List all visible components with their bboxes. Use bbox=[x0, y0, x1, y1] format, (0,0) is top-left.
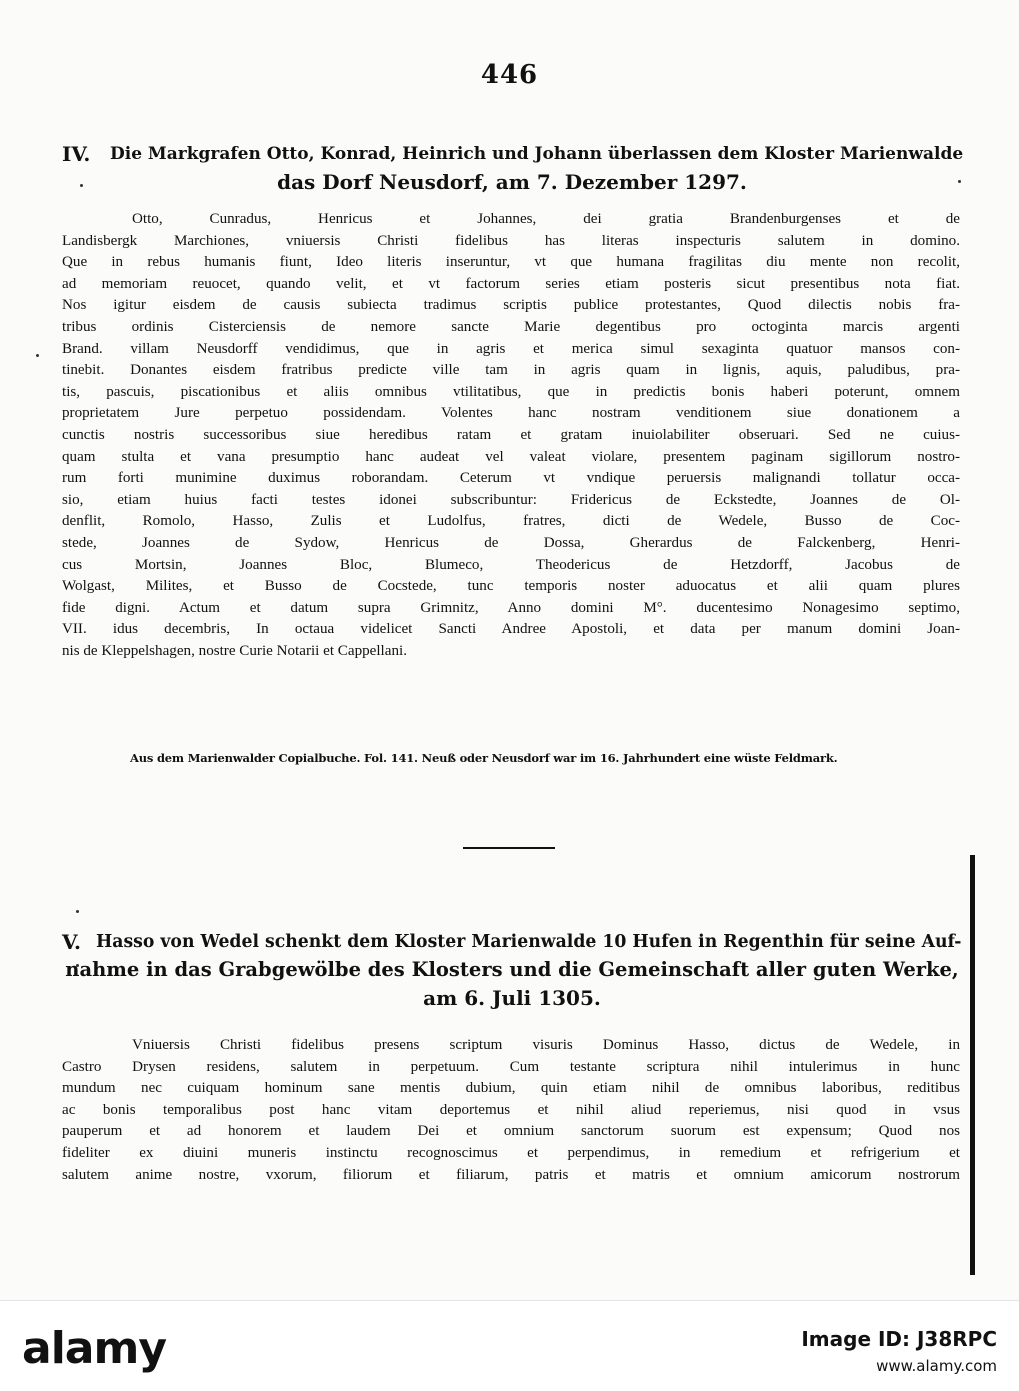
section-iv-line: nis de Kleppelshagen, nostre Curie Notarii et Cappellani. bbox=[62, 642, 407, 659]
section-iv-line: Otto, Cunradus, Henricus et Johannes, dei gratia Brandenburgenses et de bbox=[132, 211, 960, 227]
section-iv-heading bbox=[62, 140, 962, 196]
section-iv-line: Que in rebus humanis fiunt, Ideo literis inseruntur, vt que humana fragilitas diu mente non recolit, bbox=[62, 254, 960, 271]
section-v-title-line-3: am 6. Juli 1305. bbox=[423, 986, 601, 1010]
image-id: Image ID: J38RPC bbox=[801, 1327, 997, 1351]
margin-bar bbox=[970, 855, 975, 1275]
section-v-line: Castro Drysen residens, salutem in perpetuum. Cum testante scriptura nihil intulerimus in hunc bbox=[62, 1058, 960, 1075]
section-iv-line: stede, Joannes de Sydow, Henricus de Dossa, Gherardus de Falckenberg, Henri- bbox=[62, 534, 960, 551]
section-iv-line: Brand. villam Neusdorff vendidimus, que in agris et merica simul sexaginta quatuor mansos con- bbox=[62, 340, 960, 357]
section-iv-line: cunctis nostris successoribus siue heredibus ratam et gratam inuiolabiliter obseruari. Sed ne cuius- bbox=[62, 426, 960, 443]
section-iv-line: VII. idus decembris, In octaua videlicet Sancti Andree Apostoli, et data per manum domini Joan- bbox=[62, 621, 960, 638]
section-v-line: salutem anime nostre, vxorum, filiorum et filiarum, patris et matris et omnium amicorum nostrorum bbox=[62, 1166, 960, 1183]
section-v-heading bbox=[62, 928, 962, 1012]
section-divider bbox=[463, 847, 555, 849]
section-iv-body bbox=[62, 209, 960, 662]
section-iv-title-line-2: das Dorf Neusdorf, am 7. Dezember 1297. bbox=[277, 170, 747, 194]
section-iv-line: tinebit. Donantes eisdem fratribus predicte ville tam in agris quam in lignis, aquis, paludibus, pra- bbox=[62, 362, 960, 379]
section-iv-line: rum forti munimine duximus roborandam. Ceterum vt vndique peruersis malignandi tollatur occa- bbox=[62, 470, 960, 487]
watermark-info bbox=[801, 1327, 997, 1375]
print-speck bbox=[958, 180, 961, 183]
section-iv-line: Landisbergk Marchiones, vniuersis Christi fidelibus has literas inspecturis salutem in domino. bbox=[62, 232, 960, 249]
alamy-logo: alamy bbox=[22, 1323, 166, 1374]
section-v-title-line-2: nahme in das Grabgewölbe des Klosters und die Gemeinschaft aller guten Werke, bbox=[65, 958, 959, 981]
section-iv-line: tribus ordinis Cisterciensis de nemore sancte Marie degentibus pro octoginta marcis argenti bbox=[62, 318, 960, 335]
section-iv-title-line-1: Die Markgrafen Otto, Konrad, Heinrich und Johann überlassen dem Kloster Marienwalde bbox=[110, 144, 964, 164]
print-speck bbox=[80, 184, 83, 187]
section-iv-line: tis, pascuis, piscationibus et aliis omnibus vtilitatibus, que in predictis bonis haberi poterunt, omnem bbox=[62, 383, 960, 400]
section-iv-line: ad memoriam reuocet, quando velit, et vt factorum series etiam posteris sicut presentibus nota fiat. bbox=[62, 275, 960, 292]
source-note: Aus dem Marienwalder Copialbuche. Fol. 141. Neuß oder Neusdorf war im 16. Jahrhundert eine wüste Feldmark. bbox=[130, 751, 838, 765]
section-v-line: ac bonis temporalibus post hanc vitam deportemus et nihil aliud reperiemus, nisi quod in vsus bbox=[62, 1101, 960, 1118]
section-iv-line: quam stulta et vana presumptio hanc audeat vel valeat violare, presentem paginam sigillorum nostro- bbox=[62, 448, 960, 465]
section-iv-line: cus Mortsin, Joannes Bloc, Blumeco, Theodericus de Hetzdorff, Jacobus de bbox=[62, 556, 960, 573]
section-iv-line: proprietatem Jure perpetuo possidendam. Volentes hanc nostram venditionem siue donationem a bbox=[62, 405, 960, 422]
print-speck bbox=[76, 910, 79, 913]
section-v-title-line-1: Hasso von Wedel schenkt dem Kloster Marienwalde 10 Hufen in Regenthin für seine Auf- bbox=[96, 932, 962, 952]
section-v-line: fideliter ex diuini muneris instinctu recognoscimus et perpendimus, in remedium et refrigerium et bbox=[62, 1144, 960, 1161]
section-iv-line: denflit, Romolo, Hasso, Zulis et Ludolfus, fratres, dicti de Wedele, Busso de Coc- bbox=[62, 513, 960, 530]
section-v-body bbox=[62, 1035, 960, 1186]
section-iv-line: Wolgast, Milites, et Busso de Cocstede, tunc temporis noster aduocatus et alii quam plures bbox=[62, 578, 960, 595]
section-iv-numeral: IV. bbox=[62, 142, 91, 166]
section-iv-line: sio, etiam huius facti testes idonei subscribuntur: Fridericus de Eckstedte, Joannes de Ol- bbox=[62, 491, 960, 508]
watermark-url: www.alamy.com bbox=[876, 1357, 997, 1375]
watermark-bar bbox=[0, 1300, 1019, 1391]
section-iv-line: Nos igitur eisdem de causis subiecta tradimus scriptis publice protestantes, Quod dilectis nobis fra- bbox=[62, 297, 960, 314]
print-speck bbox=[36, 354, 39, 357]
section-v-line: Vniuersis Christi fidelibus presens scriptum visuris Dominus Hasso, dictus de Wedele, in bbox=[132, 1037, 960, 1053]
section-v-line: pauperum et ad honorem et laudem Dei et omnium sanctorum suorum est expensum; Quod nos bbox=[62, 1123, 960, 1140]
page-number: 446 bbox=[480, 60, 539, 90]
section-v-line: mundum nec cuiquam hominum sane mentis dubium, quin etiam nihil de omnibus laboribus, reditibus bbox=[62, 1080, 960, 1097]
section-iv-line: fide digni. Actum et datum supra Grimnitz, Anno domini M°. ducentesimo Nonagesimo septimo, bbox=[62, 599, 960, 616]
section-v-numeral: V. bbox=[62, 930, 81, 954]
